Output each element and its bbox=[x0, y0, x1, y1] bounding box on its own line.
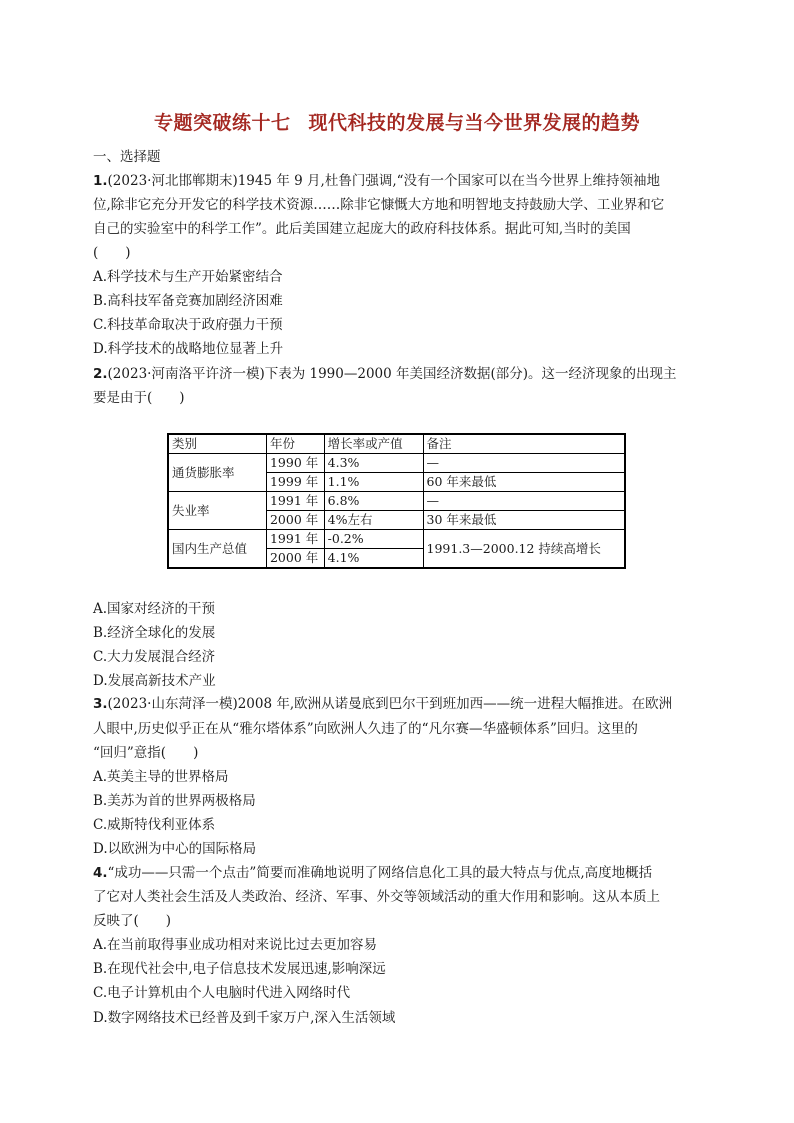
table-cell: 2000 年 bbox=[266, 549, 324, 569]
q3-number: 3. bbox=[93, 696, 108, 712]
q3-line-1: 3.(2023·山东菏泽一模)2008 年,欧洲从诺曼底到巴尔干到班加西——统一进程大幅推进。在欧洲 bbox=[93, 696, 673, 712]
table-cell: — bbox=[423, 492, 625, 511]
q2-line-2: 要是由于( ) bbox=[93, 390, 185, 406]
table-cell: 2000 年 bbox=[266, 511, 324, 530]
title-topic: 现代科技的发展与当今世界发展的趋势 bbox=[308, 112, 641, 134]
q4-line-2: 了它对人类社会生活及人类政治、经济、军事、外交等领域活动的重大作用和影响。这从本质上 bbox=[93, 889, 660, 905]
table-cell: 60 年来最低 bbox=[423, 473, 625, 492]
table-header-cell: 增长率或产值 bbox=[324, 434, 423, 454]
table-category-cell: 国内生产总值 bbox=[168, 530, 266, 569]
table-cell: 4.3% bbox=[324, 454, 423, 473]
q3-line-2: 人眼中,历史似乎正在从“雅尔塔体系”向欧洲人久违了的“凡尔赛—华盛顿体系”回归。这里的 bbox=[93, 721, 638, 737]
table-cell: 1990 年 bbox=[266, 454, 324, 473]
table-cell: 4%左右 bbox=[324, 511, 423, 530]
table-header-cell: 类别 bbox=[168, 434, 266, 454]
table-category-cell: 失业率 bbox=[168, 492, 266, 530]
q4-number: 4. bbox=[93, 865, 108, 881]
table-row bbox=[168, 454, 625, 473]
q1-line-2: 位,除非它充分开发它的科学技术资源……除非它慷慨大方地和明智地支持鼓励大学、工业界和它 bbox=[93, 197, 665, 213]
table-cell: 1999 年 bbox=[266, 473, 324, 492]
title-series: 专题突破练十七 bbox=[153, 112, 291, 134]
table-cell: — bbox=[423, 454, 625, 473]
q1-number: 1. bbox=[93, 173, 108, 189]
table-row bbox=[168, 530, 625, 549]
q1-option-a[interactable]: A.科学技术与生产开始紧密结合 bbox=[93, 269, 283, 285]
q2-option-c[interactable]: C.大力发展混合经济 bbox=[93, 649, 216, 665]
economic-data-table bbox=[167, 433, 626, 569]
table-category-cell: 通货膨胀率 bbox=[168, 454, 266, 492]
q3-option-d[interactable]: D.以欧洲为中心的国际格局 bbox=[93, 841, 257, 857]
table-cell: 6.8% bbox=[324, 492, 423, 511]
q3-option-a[interactable]: A.英美主导的世界格局 bbox=[93, 769, 229, 785]
q4-line-3: 反映了( ) bbox=[93, 913, 172, 929]
q1-option-c[interactable]: C.科技革命取决于政府强力干预 bbox=[93, 317, 283, 333]
q1-option-d[interactable]: D.科学技术的战略地位显著上升 bbox=[93, 341, 284, 357]
section-heading: 一、选择题 bbox=[93, 149, 161, 165]
q2-option-d[interactable]: D.发展高新技术产业 bbox=[93, 673, 216, 689]
table-row bbox=[168, 492, 625, 511]
q2-option-b[interactable]: B.经济全球化的发展 bbox=[93, 625, 216, 641]
q4-line-1: 4.“成功——只需一个点击”简要而准确地说明了网络信息化工具的最大特点与优点,高度地概括 bbox=[93, 865, 653, 881]
q2-line-1: 2.(2023·河南洛平许济一模)下表为 1990—2000 年美国经济数据(部分)。这一经济现象的出现主 bbox=[93, 366, 677, 382]
table-header-row bbox=[168, 434, 625, 454]
table-header-cell: 年份 bbox=[266, 434, 324, 454]
table-header-cell: 备注 bbox=[423, 434, 625, 454]
table-cell: 1991 年 bbox=[266, 530, 324, 549]
q2-number: 2. bbox=[93, 366, 108, 382]
q2-option-a[interactable]: A.国家对经济的干预 bbox=[93, 601, 216, 617]
table-cell: 30 年来最低 bbox=[423, 511, 625, 530]
q3-option-c[interactable]: C.威斯特伐利亚体系 bbox=[93, 817, 216, 833]
q4-option-a[interactable]: A.在当前取得事业成功相对来说比过去更加容易 bbox=[93, 937, 378, 953]
q1-line-1: 1.(2023·河北邯郸期末)1945 年 9 月,杜鲁门强调,“没有一个国家可以在当今世界上维持领袖地 bbox=[93, 173, 661, 189]
q4-option-d[interactable]: D.数字网络技术已经普及到千家万户,深入生活领域 bbox=[93, 1010, 396, 1026]
q1-answer-blank: ( ) bbox=[93, 245, 131, 261]
table-cell: -0.2% bbox=[324, 530, 423, 549]
q4-option-b[interactable]: B.在现代社会中,电子信息技术发展迅速,影响深远 bbox=[93, 961, 386, 977]
page-title bbox=[0, 108, 794, 135]
q3-line-3: “回归”意指( ) bbox=[93, 745, 199, 761]
q1-line-3: 自己的实验室中的科学工作”。此后美国建立起庞大的政府科技体系。据此可知,当时的美国 bbox=[93, 221, 631, 237]
q1-option-b[interactable]: B.高科技军备竞赛加剧经济困难 bbox=[93, 293, 283, 309]
table-cell: 1991 年 bbox=[266, 492, 324, 511]
table-cell: 1.1% bbox=[324, 473, 423, 492]
q3-option-b[interactable]: B.美苏为首的世界两极格局 bbox=[93, 793, 256, 809]
table-cell: 4.1% bbox=[324, 549, 423, 569]
q4-option-c[interactable]: C.电子计算机由个人电脑时代进入网络时代 bbox=[93, 985, 351, 1001]
table-note-cell: 1991.3—2000.12 持续高增长 bbox=[423, 530, 625, 569]
